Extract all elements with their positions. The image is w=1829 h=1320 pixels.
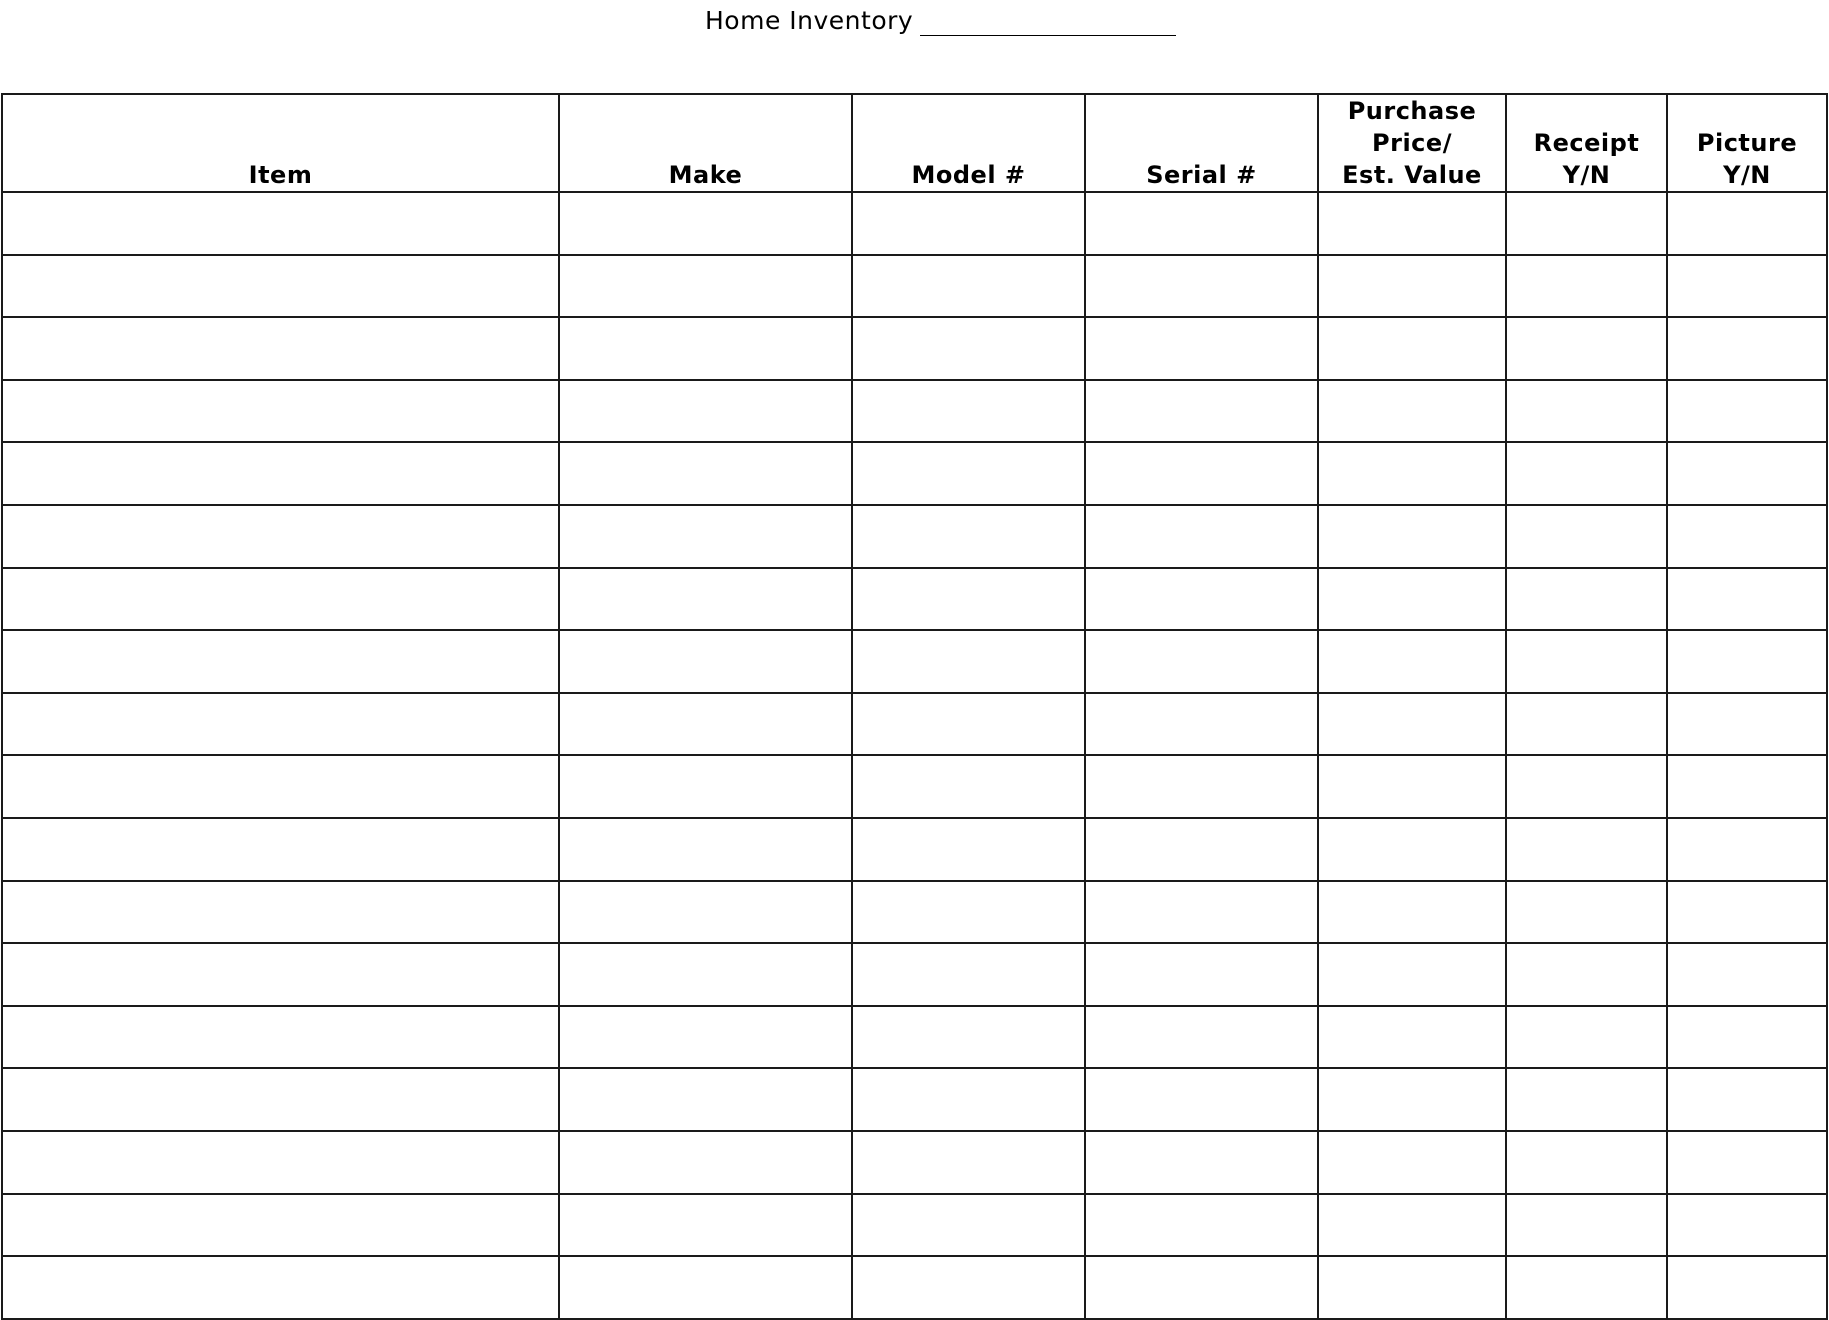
table-row xyxy=(2,1131,1827,1194)
cell-item[interactable] xyxy=(2,818,559,881)
cell-picture[interactable] xyxy=(1667,192,1827,255)
cell-item[interactable] xyxy=(2,755,559,818)
cell-make[interactable] xyxy=(559,943,852,1006)
cell-item[interactable] xyxy=(2,1068,559,1131)
table-row xyxy=(2,630,1827,693)
column-header-make: Make xyxy=(559,94,852,192)
table-row xyxy=(2,818,1827,881)
cell-receipt[interactable] xyxy=(1506,818,1667,881)
table-body xyxy=(2,192,1827,1319)
cell-make[interactable] xyxy=(559,442,852,505)
cell-receipt[interactable] xyxy=(1506,317,1667,380)
cell-purchase-price[interactable] xyxy=(1318,1068,1506,1131)
cell-serial[interactable] xyxy=(1085,505,1318,568)
cell-purchase-price[interactable] xyxy=(1318,505,1506,568)
cell-make[interactable] xyxy=(559,755,852,818)
cell-make[interactable] xyxy=(559,1256,852,1319)
cell-purchase-price[interactable] xyxy=(1318,568,1506,631)
cell-receipt[interactable] xyxy=(1506,1006,1667,1069)
cell-picture[interactable] xyxy=(1667,380,1827,443)
cell-model[interactable] xyxy=(852,317,1085,380)
cell-serial[interactable] xyxy=(1085,1256,1318,1319)
table-row xyxy=(2,1256,1827,1319)
cell-purchase-price[interactable] xyxy=(1318,818,1506,881)
cell-receipt[interactable] xyxy=(1506,693,1667,756)
cell-make[interactable] xyxy=(559,317,852,380)
cell-make[interactable] xyxy=(559,192,852,255)
cell-picture[interactable] xyxy=(1667,505,1827,568)
cell-purchase-price[interactable] xyxy=(1318,192,1506,255)
cell-purchase-price[interactable] xyxy=(1318,255,1506,318)
cell-receipt[interactable] xyxy=(1506,192,1667,255)
cell-item[interactable] xyxy=(2,1131,559,1194)
cell-make[interactable] xyxy=(559,1068,852,1131)
cell-item[interactable] xyxy=(2,1006,559,1069)
cell-make[interactable] xyxy=(559,255,852,318)
cell-picture[interactable] xyxy=(1667,943,1827,1006)
cell-purchase-price[interactable] xyxy=(1318,1256,1506,1319)
cell-make[interactable] xyxy=(559,630,852,693)
cell-make[interactable] xyxy=(559,1131,852,1194)
cell-serial[interactable] xyxy=(1085,1131,1318,1194)
table-row xyxy=(2,693,1827,756)
cell-purchase-price[interactable] xyxy=(1318,442,1506,505)
cell-serial[interactable] xyxy=(1085,755,1318,818)
table-row xyxy=(2,192,1827,255)
cell-model[interactable] xyxy=(852,1006,1085,1069)
cell-item[interactable] xyxy=(2,255,559,318)
cell-model[interactable] xyxy=(852,881,1085,944)
cell-item[interactable] xyxy=(2,1256,559,1319)
cell-picture[interactable] xyxy=(1667,255,1827,318)
cell-serial[interactable] xyxy=(1085,255,1318,318)
cell-item[interactable] xyxy=(2,505,559,568)
cell-receipt[interactable] xyxy=(1506,943,1667,1006)
cell-make[interactable] xyxy=(559,505,852,568)
cell-serial[interactable] xyxy=(1085,1006,1318,1069)
cell-make[interactable] xyxy=(559,818,852,881)
cell-serial[interactable] xyxy=(1085,1068,1318,1131)
cell-picture[interactable] xyxy=(1667,881,1827,944)
cell-item[interactable] xyxy=(2,380,559,443)
cell-picture[interactable] xyxy=(1667,1131,1827,1194)
cell-purchase-price[interactable] xyxy=(1318,1194,1506,1257)
cell-receipt[interactable] xyxy=(1506,505,1667,568)
cell-serial[interactable] xyxy=(1085,881,1318,944)
column-header-receipt: Receipt Y/N xyxy=(1506,94,1667,192)
cell-model[interactable] xyxy=(852,192,1085,255)
table-row xyxy=(2,505,1827,568)
cell-serial[interactable] xyxy=(1085,568,1318,631)
cell-purchase-price[interactable] xyxy=(1318,755,1506,818)
cell-make[interactable] xyxy=(559,568,852,631)
table-row xyxy=(2,568,1827,631)
cell-item[interactable] xyxy=(2,630,559,693)
cell-item[interactable] xyxy=(2,317,559,380)
cell-model[interactable] xyxy=(852,380,1085,443)
table-row xyxy=(2,1006,1827,1069)
cell-picture[interactable] xyxy=(1667,693,1827,756)
cell-receipt[interactable] xyxy=(1506,568,1667,631)
cell-receipt[interactable] xyxy=(1506,1131,1667,1194)
column-header-item: Item xyxy=(2,94,559,192)
column-header-serial: Serial # xyxy=(1085,94,1318,192)
cell-serial[interactable] xyxy=(1085,192,1318,255)
cell-receipt[interactable] xyxy=(1506,755,1667,818)
cell-model[interactable] xyxy=(852,505,1085,568)
cell-model[interactable] xyxy=(852,755,1085,818)
cell-model[interactable] xyxy=(852,943,1085,1006)
cell-model[interactable] xyxy=(852,1194,1085,1257)
cell-purchase-price[interactable] xyxy=(1318,693,1506,756)
cell-model[interactable] xyxy=(852,1131,1085,1194)
header-row xyxy=(2,94,1827,192)
cell-receipt[interactable] xyxy=(1506,255,1667,318)
inventory-table xyxy=(1,93,1828,1320)
cell-picture[interactable] xyxy=(1667,568,1827,631)
cell-purchase-price[interactable] xyxy=(1318,380,1506,443)
cell-receipt[interactable] xyxy=(1506,1194,1667,1257)
cell-receipt[interactable] xyxy=(1506,630,1667,693)
cell-picture[interactable] xyxy=(1667,317,1827,380)
table-row xyxy=(2,1194,1827,1257)
cell-picture[interactable] xyxy=(1667,755,1827,818)
cell-purchase-price[interactable] xyxy=(1318,1006,1506,1069)
cell-purchase-price[interactable] xyxy=(1318,881,1506,944)
cell-picture[interactable] xyxy=(1667,818,1827,881)
column-header-purchase-price: Purchase Price/ Est. Value xyxy=(1318,94,1506,192)
table-row xyxy=(2,755,1827,818)
cell-item[interactable] xyxy=(2,693,559,756)
cell-serial[interactable] xyxy=(1085,818,1318,881)
cell-model[interactable] xyxy=(852,1256,1085,1319)
cell-picture[interactable] xyxy=(1667,442,1827,505)
cell-make[interactable] xyxy=(559,693,852,756)
cell-model[interactable] xyxy=(852,693,1085,756)
cell-item[interactable] xyxy=(2,568,559,631)
cell-picture[interactable] xyxy=(1667,1068,1827,1131)
cell-purchase-price[interactable] xyxy=(1318,1131,1506,1194)
cell-make[interactable] xyxy=(559,1194,852,1257)
cell-item[interactable] xyxy=(2,1194,559,1257)
page-title: Home Inventory xyxy=(705,6,914,35)
cell-serial[interactable] xyxy=(1085,693,1318,756)
table-row xyxy=(2,943,1827,1006)
cell-purchase-price[interactable] xyxy=(1318,943,1506,1006)
cell-model[interactable] xyxy=(852,255,1085,318)
cell-model[interactable] xyxy=(852,630,1085,693)
cell-picture[interactable] xyxy=(1667,1006,1827,1069)
cell-serial[interactable] xyxy=(1085,630,1318,693)
table-row xyxy=(2,442,1827,505)
cell-picture[interactable] xyxy=(1667,1194,1827,1257)
cell-purchase-price[interactable] xyxy=(1318,630,1506,693)
title-fill-in-line[interactable] xyxy=(920,35,1176,36)
cell-make[interactable] xyxy=(559,881,852,944)
cell-serial[interactable] xyxy=(1085,1194,1318,1257)
cell-receipt[interactable] xyxy=(1506,1256,1667,1319)
cell-receipt[interactable] xyxy=(1506,1068,1667,1131)
table-row xyxy=(2,317,1827,380)
cell-serial[interactable] xyxy=(1085,943,1318,1006)
table-row xyxy=(2,1068,1827,1131)
table-row xyxy=(2,255,1827,318)
cell-item[interactable] xyxy=(2,881,559,944)
cell-picture[interactable] xyxy=(1667,630,1827,693)
cell-purchase-price[interactable] xyxy=(1318,317,1506,380)
table-row xyxy=(2,881,1827,944)
cell-serial[interactable] xyxy=(1085,317,1318,380)
cell-model[interactable] xyxy=(852,1068,1085,1131)
cell-item[interactable] xyxy=(2,192,559,255)
cell-receipt[interactable] xyxy=(1506,442,1667,505)
cell-model[interactable] xyxy=(852,568,1085,631)
cell-item[interactable] xyxy=(2,442,559,505)
cell-make[interactable] xyxy=(559,380,852,443)
column-header-picture: Picture Y/N xyxy=(1667,94,1827,192)
column-header-model: Model # xyxy=(852,94,1085,192)
cell-serial[interactable] xyxy=(1085,380,1318,443)
cell-make[interactable] xyxy=(559,1006,852,1069)
table-row xyxy=(2,380,1827,443)
cell-serial[interactable] xyxy=(1085,442,1318,505)
cell-receipt[interactable] xyxy=(1506,881,1667,944)
cell-receipt[interactable] xyxy=(1506,380,1667,443)
cell-model[interactable] xyxy=(852,442,1085,505)
cell-item[interactable] xyxy=(2,943,559,1006)
cell-model[interactable] xyxy=(852,818,1085,881)
cell-picture[interactable] xyxy=(1667,1256,1827,1319)
